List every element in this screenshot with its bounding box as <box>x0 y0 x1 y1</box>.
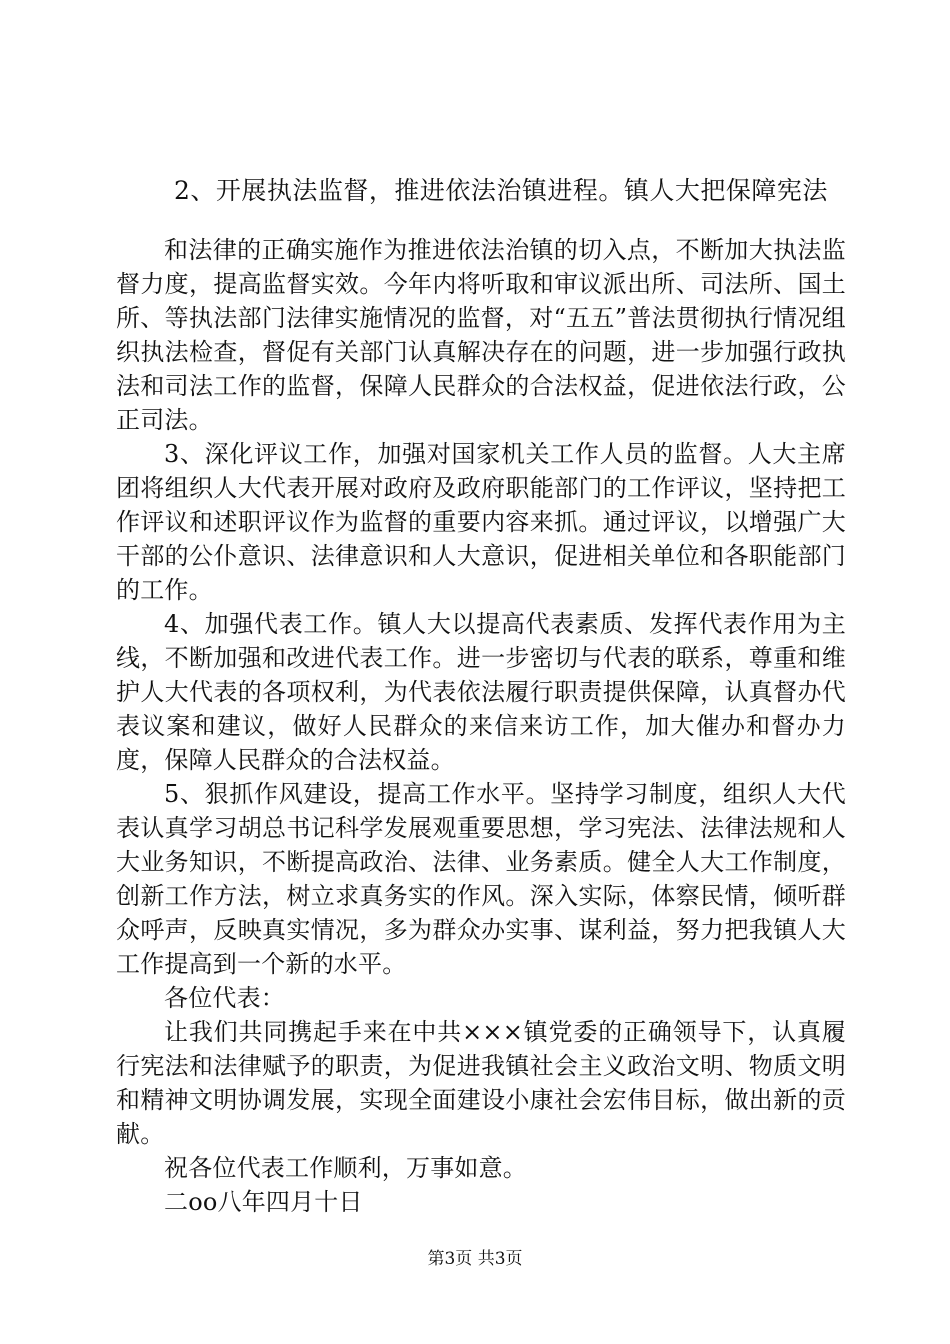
paragraph-closing-call: 让我们共同携起手来在中共×××镇党委的正确领导下，认真履行宪法和法律赋予的职责，为促进我镇社会主义政治文明、物质文明和精神文明协调发展，实现全面建设小康社会宏伟目标，做出新的贡献。 <box>116 1018 846 1148</box>
paragraph-salutation: 各位代表： <box>164 984 285 1012</box>
paragraph-deepen-evaluation: 3、深化评议工作，加强对国家机关工作人员的监督。人大主席团将组织人大代表开展对政府及政府职能部门的工作评议，坚持把工作评议和述职评议作为监督的重要内容来抓。通过评议，以增强广大干部的公仆意识、法律意识和人大意识，促进相关单位和各职能部门的工作。 <box>116 440 846 604</box>
section-2-heading-line: 2、开展执法监督，推进依法治镇进程。镇人大把保障宪法 <box>174 176 828 205</box>
page-footer: 第3页 共3页 <box>427 1249 523 1269</box>
paragraph-wishes: 祝各位代表工作顺利，万事如意。 <box>164 1154 527 1182</box>
paragraph-work-style: 5、狠抓作风建设，提高工作水平。坚持学习制度，组织人大代表认真学习胡总书记科学发展观重要思想，学习宪法、法律法规和人大业务知识，不断提高政治、法律、业务素质。健全人大工作制度，创新工作方法，树立求真务实的作风。深入实际，体察民情，倾听群众呼声，反映真实情况，多为群众办实事、谋利益，努力把我镇人大工作提高到一个新的水平。 <box>116 780 846 978</box>
body-text <box>116 233 846 1219</box>
document-date: 二oo八年四月十日 <box>164 1188 363 1216</box>
paragraph-representative-work: 4、加强代表工作。镇人大以提高代表素质、发挥代表作用为主线，不断加强和改进代表工作。进一步密切与代表的联系，尊重和维护人大代表的各项权利，为代表依法履行职责提供保障，认真督办代表议案和建议，做好人民群众的来信来访工作，加大催办和督办力度，保障人民群众的合法权益。 <box>116 610 846 774</box>
paragraph-law-enforcement-supervision: 和法律的正确实施作为推进依法治镇的切入点，不断加大执法监督力度，提高监督实效。今年内将听取和审议派出所、司法所、国土所、等执法部门法律实施情况的监督，对“五五”普法贯彻执行情况组织执法检查，督促有关部门认真解决存在的问题，进一步加强行政执法和司法工作的监督，保障人民群众的合法权益，促进依法行政，公正司法。 <box>116 236 846 434</box>
